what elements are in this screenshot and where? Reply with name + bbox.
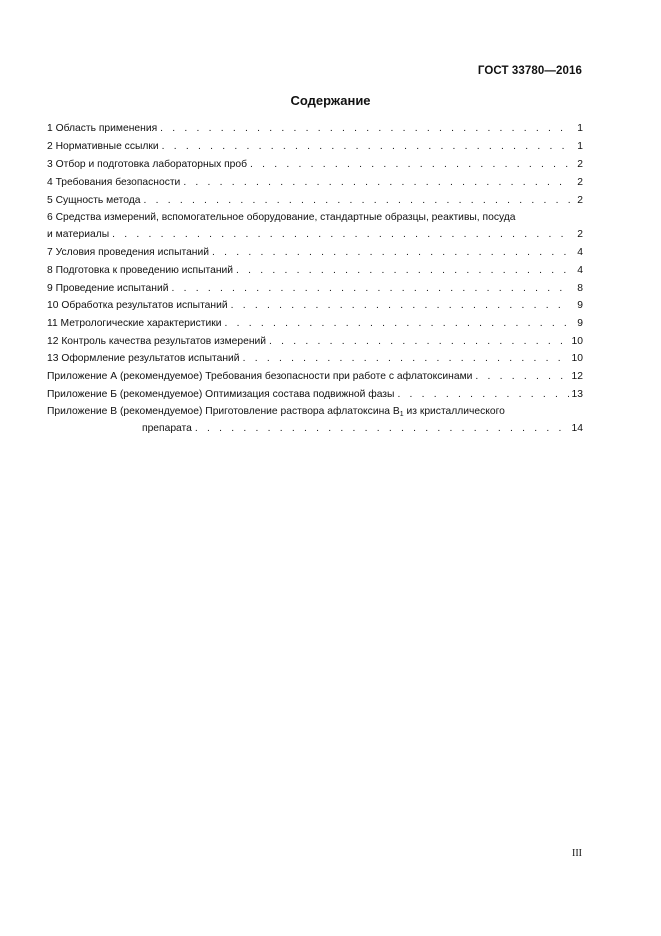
toc-entry-page: 9 [577, 318, 583, 329]
toc-entry[interactable] [47, 386, 583, 403]
toc-entry[interactable] [47, 174, 583, 191]
toc-entry-title: 3 Отбор и подготовка лабораторных проб [47, 159, 248, 170]
toc-entry-page: 2 [577, 195, 583, 206]
leader-dots [243, 350, 569, 367]
toc-entry-title: препарата [142, 423, 192, 434]
toc-entry-page: 4 [577, 265, 583, 276]
toc-entry-page: 14 [571, 423, 583, 434]
toc-entry-title: 5 Сущность метода [47, 195, 141, 206]
toc-entry-page: 8 [577, 283, 583, 294]
toc-entry[interactable] [47, 262, 583, 279]
toc-entry-title: 2 Нормативные ссылки [47, 141, 159, 152]
toc-entry[interactable] [47, 138, 583, 155]
leader-dots [231, 297, 570, 314]
toc-entry-title: и материалы [47, 229, 110, 240]
toc-entry-title: Приложение Б (рекомендуемое) Оптимизация состава подвижной фазы [47, 389, 395, 400]
toc-entry-page: 2 [577, 177, 583, 188]
leader-dots [162, 138, 570, 155]
leader-dots [143, 192, 570, 209]
toc-entry[interactable] [47, 368, 583, 385]
toc-entry-title: 12 Контроль качества результатов измерений [47, 336, 267, 347]
toc-entry-title: 7 Условия проведения испытаний [47, 247, 209, 258]
toc-entry-page: 2 [577, 159, 583, 170]
toc-entry-page: 1 [577, 123, 583, 134]
subscript: 1 [399, 411, 404, 418]
leader-dots [250, 156, 570, 173]
document-code: ГОСТ 33780—2016 [477, 65, 582, 77]
toc-entry-title-part: Приложение В (рекомендуемое) Приготовление раствора афлатоксина B [47, 406, 400, 417]
leader-dots [195, 420, 569, 437]
leader-dots [269, 333, 568, 350]
toc-entry-title: Приложение А (рекомендуемое) Требования безопасности при работе с афлатоксинами [47, 371, 473, 382]
toc-entry-title-line1[interactable]: 6 Средства измерений, вспомогательное оборудование, стандартные образцы, реактивы, посуда [47, 212, 516, 223]
toc-entry-page: 12 [571, 371, 583, 382]
leader-dots [171, 280, 570, 297]
toc-entry-title: 1 Область применения [47, 123, 158, 134]
toc-entry-title: 9 Проведение испытаний [47, 283, 169, 294]
toc-entry[interactable] [47, 280, 583, 297]
toc-entry-title-part: из кристаллического [403, 406, 505, 417]
toc-entry-page: 1 [577, 141, 583, 152]
leader-dots [236, 262, 570, 279]
toc-entry-page: 4 [577, 247, 583, 258]
toc-entry-page: 13 [571, 389, 583, 400]
toc-entry-title: 10 Обработка результатов испытаний [47, 300, 228, 311]
toc-entry[interactable] [47, 192, 583, 209]
toc-entry[interactable] [47, 244, 583, 261]
toc-entry-title: 4 Требования безопасности [47, 177, 181, 188]
toc-entry[interactable] [47, 315, 583, 332]
toc-entry[interactable] [47, 156, 583, 173]
toc-entry-title: 8 Подготовка к проведению испытаний [47, 265, 234, 276]
toc-entry[interactable] [47, 226, 583, 243]
leader-dots [475, 368, 568, 385]
leader-dots [397, 386, 568, 403]
toc-entry[interactable] [142, 420, 583, 437]
toc-entry-page: 9 [577, 300, 583, 311]
toc-entry[interactable] [47, 120, 583, 137]
toc-entry[interactable] [47, 297, 583, 314]
leader-dots [225, 315, 570, 332]
leader-dots [183, 174, 570, 191]
toc-entry-title: 11 Метрологические характеристики [47, 318, 222, 329]
leader-dots [212, 244, 570, 261]
toc-entry-page: 2 [577, 229, 583, 240]
page-title: Содержание [290, 93, 371, 108]
toc-entry-title: 13 Оформление результатов испытаний [47, 353, 240, 364]
toc-entry[interactable] [47, 333, 583, 350]
page-number: III [572, 848, 582, 859]
toc-entry-page: 10 [571, 353, 583, 364]
leader-dots [112, 226, 570, 243]
leader-dots [160, 120, 570, 137]
toc-entry[interactable] [47, 350, 583, 367]
toc-entry-page: 10 [571, 336, 583, 347]
